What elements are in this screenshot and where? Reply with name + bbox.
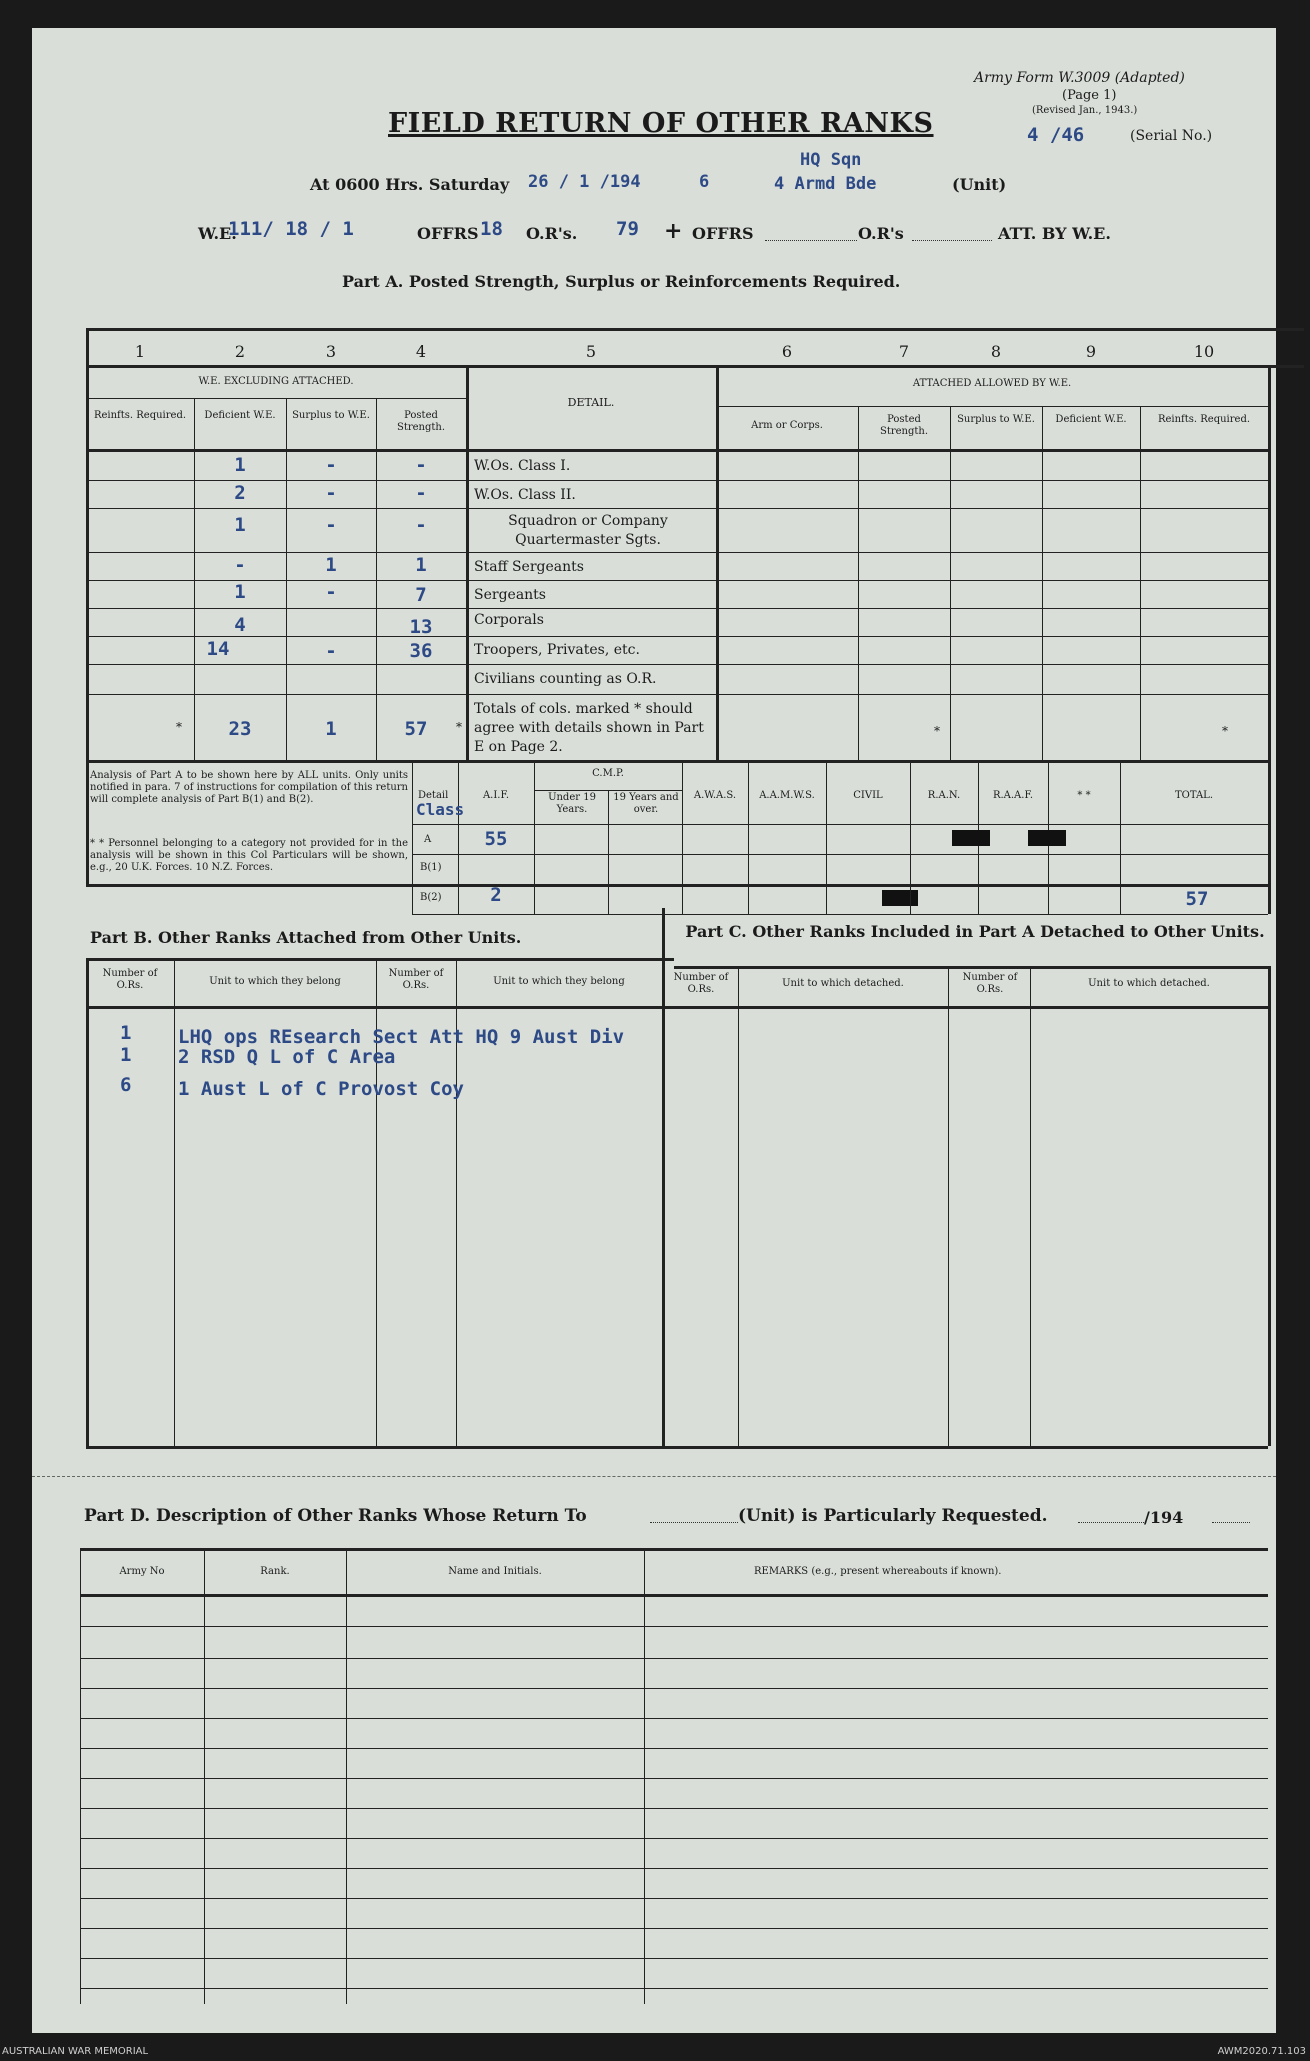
rule [80,1838,1268,1839]
total-posted: 57 [404,718,428,740]
rule [674,966,1268,969]
unit-top: HQ Sqn [800,150,862,170]
ors2-blank [912,240,992,241]
part-c-number-header: Number of O.Rs. [673,972,729,995]
rule [86,1446,1268,1449]
rule [412,914,1268,915]
rule [80,1548,81,2004]
entry-unit: 1 Aust L of C Provost Coy [178,1078,464,1100]
rule [86,608,1268,609]
cmp-header: C.M.P. [592,768,624,779]
plus-sign: + [664,218,683,244]
rule [86,365,1304,368]
we-excluding-header: W.E. EXCLUDING ATTACHED. [198,376,354,387]
row-detail: Sergeants [474,587,546,603]
col-number: 2 [234,342,246,361]
rule [1120,760,1121,884]
part-b-unit-header: Unit to which they belong [493,976,625,987]
entry-number: 1 [120,1022,132,1044]
rule [716,365,719,760]
rule [80,1808,1268,1809]
col-number: 1 [134,342,146,361]
aif-value: 2 [490,884,502,906]
rule [80,1658,1268,1659]
rule [608,884,609,914]
star-marker: * [934,724,940,738]
rule [948,966,949,1446]
row-detail: Staff Sergeants [474,559,584,575]
rule [86,664,1268,665]
att-label: ATT. BY W.E. [998,224,1111,243]
rule [1268,884,1271,914]
rule [80,1868,1268,1869]
col-header-reinfts: Reinfts. Required. [93,410,187,421]
footer-right: AWM2020.71.103 [1217,2046,1306,2057]
analysis-row-label: A [424,834,432,845]
total-header: TOTAL. [1174,790,1214,801]
other-header: * * [1077,790,1091,801]
part-c-number-header: Number of O.Rs. [962,972,1018,995]
analysis-note: Analysis of Part A to be shown here by ALL units. Only units notified in para. 7 of instructions for compilation of this return will complete analysis of Part B(1) and B(2). [90,770,408,805]
col-header-reinfts2: Reinfts. Required. [1157,414,1251,425]
aif-value: 55 [484,828,508,850]
col-number: 5 [585,342,597,361]
row-detail: Civilians counting as O.R. [474,671,657,687]
posted-value: - [415,454,427,476]
rule [978,884,979,914]
redaction-block [882,890,918,906]
rule [86,449,1268,452]
rule [194,398,195,760]
row-detail: W.Os. Class I. [474,458,571,474]
rule [80,1988,1268,1989]
rule [86,328,1304,331]
date-year: 6 [699,172,710,192]
col-header-posted2: Posted Strength. [879,414,929,437]
offrs-value: 18 [480,218,503,240]
deficient-value: - [234,554,246,576]
date-value: 26 / 1 /194 [528,172,641,192]
surplus-value: - [325,581,337,603]
surplus-value: - [325,482,337,504]
deficient-value: 1 [234,514,246,536]
star-marker: * [176,720,182,734]
col-header-posted: Posted Strength. [396,410,446,433]
rule [86,328,89,884]
rule [748,760,749,884]
rule [174,958,175,1446]
rule [1268,966,1271,1446]
rule [644,1548,645,2004]
we-label: W.E. [198,224,237,243]
name-header: Name and Initials. [448,1566,542,1577]
rule [738,966,739,1446]
rule [86,760,1268,763]
deficient-value: 2 [234,482,246,504]
offrs-label: OFFRS [417,224,479,243]
rule [978,760,979,884]
rule [412,884,413,914]
under19-header: Under 19 Years. [548,792,596,815]
col-number: 9 [1085,342,1097,361]
posted-value: 1 [415,554,427,576]
rule [826,884,827,914]
rule [534,884,535,914]
page-number: (Page 1) [1062,88,1117,103]
rule [1030,966,1031,1446]
deficient-value: 1 [234,454,246,476]
perforation-line [32,1476,1276,1477]
surplus-value: - [325,640,337,662]
totals-detail: Totals of cols. marked * should agree with details shown in Part E on Page 2. [474,701,704,755]
rule [1268,365,1271,884]
rule [826,760,827,884]
rule [86,1006,1268,1009]
entry-unit: LHQ ops REsearch Sect Att HQ 9 Aust Div [178,1026,625,1048]
star-marker: * [1222,724,1228,738]
raaf-header: R.A.A.F. [992,790,1034,801]
unit-label: (Unit) [952,175,1007,194]
part-d-unit-blank [650,1522,738,1523]
rule [80,1898,1268,1899]
part-c-unit-header: Unit to which detached. [782,978,904,989]
rank-header: Rank. [260,1566,290,1577]
army-no-header: Army No [119,1566,165,1577]
part-d-date-blank [1078,1522,1144,1523]
col-header-surplus2: Surplus to W.E. [957,414,1035,425]
row-detail: Squadron or Company Quartermaster Sgts. [508,513,668,548]
rule [204,1548,205,2004]
part-d-title: Part D. Description of Other Ranks Whose Return To [84,1506,587,1526]
attached-allowed-header: ATTACHED ALLOWED BY W.E. [912,378,1072,389]
analysis-row-label: B(1) [420,862,442,873]
we-value: 111/ 18 / 1 [228,218,354,240]
total-surplus: 1 [325,718,337,740]
part-c-unit-header: Unit to which detached. [1088,978,1210,989]
redaction-block [952,830,990,846]
rule [86,552,1268,553]
revised-date: (Revised Jan., 1943.) [1032,105,1138,116]
rule [1042,406,1043,760]
star-marker: * [456,720,462,734]
rule [80,1928,1268,1929]
entry-unit: 2 RSD Q L of C Area [178,1046,396,1068]
posted-value: 7 [415,584,427,606]
aamws-header: A.A.M.W.S. [759,790,815,801]
rule [86,508,1268,509]
rule [458,760,459,884]
rule [80,1748,1268,1749]
rule [286,398,287,760]
rule [534,790,682,791]
rule [80,1778,1268,1779]
rule [716,406,1268,407]
rule [1140,406,1141,760]
rule [346,1548,347,2004]
ors2-label: O.R's [858,224,904,243]
rule [910,884,911,914]
rule [412,824,1268,825]
rule [80,1594,1268,1597]
col-header-deficient: Deficient W.E. [204,410,276,421]
analysis-row-label: B(2) [420,892,442,903]
rule [858,406,859,760]
civil-header: CIVIL [853,790,883,801]
rule [412,854,1268,855]
col-number: 3 [325,342,337,361]
rule [86,694,1268,695]
col-header-arm: Arm or Corps. [751,420,823,431]
deficient-value: 1 [234,581,246,603]
redaction-block [1028,830,1066,846]
col-number: 6 [781,342,793,361]
detail-header: DETAIL. [567,396,615,409]
entry-number: 6 [120,1074,132,1096]
rule [748,884,749,914]
part-c-title: Part C. Other Ranks Included in Part A Detached to Other Units. [685,922,1265,941]
total-deficient: 23 [228,718,252,740]
rule [1048,884,1049,914]
analysis-class-header: Class [416,800,465,819]
aif-header: A.I.F. [482,790,510,801]
rule [682,760,683,884]
form-number: Army Form W.3009 (Adapted) [974,70,1185,86]
posted-value: 36 [409,640,433,662]
entry-number: 1 [120,1044,132,1066]
rule [80,1718,1268,1719]
page-title: FIELD RETURN OF OTHER RANKS [388,108,934,139]
ran-header: R.A.N. [927,790,961,801]
time-label: At 0600 Hrs. Saturday [310,175,510,194]
awas-header: A.W.A.S. [693,790,737,801]
surplus-value: - [325,514,337,536]
analysis-detail-header: Detail [418,790,449,801]
surplus-value: - [325,454,337,476]
part-a-title: Part A. Posted Strength, Surplus or Reinforcements Required. [342,272,901,291]
serial-value: 4 /46 [1027,124,1085,146]
remarks-header: REMARKS (e.g., present whereabouts if known). [754,1566,1002,1577]
rule [1120,884,1121,914]
rule [608,790,609,884]
rule [682,884,683,914]
rule [80,1958,1268,1959]
deficient-value: 14 [206,638,230,660]
ors-label: O.R's. [526,224,578,243]
row-detail: Troopers, Privates, etc. [474,642,640,658]
surplus-value: 1 [325,554,337,576]
rule [458,884,459,914]
deficient-value: 4 [234,614,246,636]
rule [412,760,413,884]
col-header-surplus: Surplus to W.E. [292,410,370,421]
part-b-unit-header: Unit to which they belong [209,976,341,987]
rule [86,884,1268,887]
total-value: 57 [1185,888,1209,910]
col-number: 8 [990,342,1002,361]
col-number: 7 [898,342,910,361]
posted-value: - [415,514,427,536]
footer-left: AUSTRALIAN WAR MEMORIAL [2,2046,149,2057]
rule [950,406,951,760]
unit-bottom: 4 Armd Bde [774,174,877,194]
posted-value: - [415,482,427,504]
rule [86,398,468,399]
part-b-number-header: Number of O.Rs. [102,968,158,991]
col-number: 10 [1193,342,1215,361]
rule [86,636,1268,637]
row-detail: Corporals [474,612,544,628]
col-header-deficient2: Deficient W.E. [1055,414,1127,425]
serial-label: (Serial No.) [1130,128,1213,144]
rule [80,1548,1268,1551]
part-b-number-header: Number of O.Rs. [388,968,444,991]
offrs2-label: OFFRS [692,224,754,243]
rule [910,760,911,884]
rule [1048,760,1049,884]
rule [466,365,469,760]
form-page [32,28,1276,2033]
rule [376,398,377,760]
rule [86,958,89,1446]
over19-header: 19 Years and over. [613,792,679,815]
rule [80,1688,1268,1689]
part-b-title: Part B. Other Ranks Attached from Other Units. [90,928,522,947]
posted-value: 13 [409,616,433,638]
rule [80,1626,1268,1627]
ors-value: 79 [616,218,639,240]
col-number: 4 [415,342,427,361]
row-detail: W.Os. Class II. [474,487,576,503]
part-d-date: /194 [1144,1508,1184,1527]
part-d-year-blank [1212,1522,1250,1523]
part-d-title2: (Unit) is Particularly Requested. [738,1506,1048,1526]
personnel-note: * * Personnel belonging to a category not provided for in the analysis will be shown in this Col Particulars will be shown, e.g., 20 U.K. Forces. 10 N.Z. Forces. [90,838,408,873]
rule [86,480,1268,481]
offrs2-blank [765,240,857,241]
